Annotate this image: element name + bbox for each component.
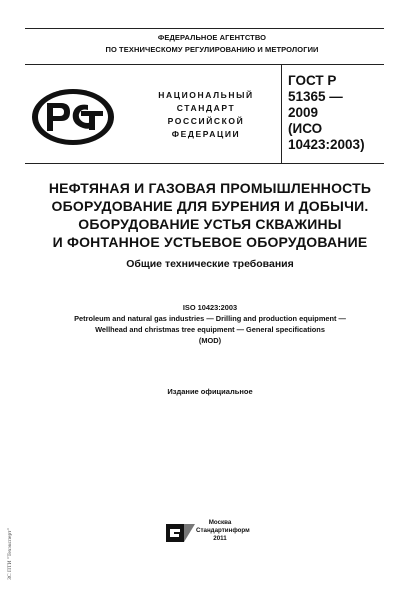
top-rule [25,28,384,29]
publisher-imprint [196,519,250,543]
publication-year: 2011 [213,535,227,542]
designation-divider [281,64,282,163]
standard-type-line-2: СТАНДАРТ [176,103,236,113]
header-divider [25,64,384,65]
english-title-line-2: Wellhead and christmas tree equipment — General specifications [95,325,325,334]
title-line-3: ОБОРУДОВАНИЕ УСТЬЯ СКВАЖИНЫ [78,216,342,232]
standard-type-line-3: РОССИЙСКОЙ [167,116,245,126]
english-title-line-1: Petroleum and natural gas industries — Drilling and production equipment — [74,314,346,323]
standard-type-line-1: НАЦИОНАЛЬНЫЙ [158,90,254,100]
title-line-1: НЕФТЯНАЯ И ГАЗОВАЯ ПРОМЫШЛЕННОСТЬ [48,180,372,196]
agency-line-1: ФЕДЕРАЛЬНОЕ АГЕНТСТВО [157,33,267,42]
agency-header [40,32,384,56]
title-line-4: И ФОНТАННОЕ УСТЬЕВОЕ ОБОРУДОВАНИЕ [52,234,368,250]
official-edition-label: Издание официальное [167,387,253,396]
designation-line-4: (ИСО [288,121,323,136]
document-subtitle: Общие технические требования [126,258,294,270]
title-line-2: ОБОРУДОВАНИЕ ДЛЯ БУРЕНИЯ И ДОБЫЧИ. [51,198,369,214]
source-watermark: ЗС ПТИ "Техэксперт" [7,528,13,580]
iso-code: ISO 10423:2003 [182,303,238,312]
standard-type-line-4: ФЕДЕРАЦИИ [171,129,241,139]
national-standard-label [140,89,272,141]
designation-line-3: 2009 [288,105,319,120]
header-bottom-rule [25,163,384,164]
rst-certification-mark-icon [30,87,116,147]
document-title [30,179,390,251]
agency-line-2: ПО ТЕХНИЧЕСКОМУ РЕГУЛИРОВАНИЮ И МЕТРОЛОГИИ [105,45,319,54]
designation-line-5: 10423:2003) [288,137,365,152]
international-standard-reference [30,302,390,346]
standard-designation [288,73,365,153]
modification-note: (MOD) [198,336,222,345]
designation-line-2: 51365 — [288,89,343,104]
designation-line-1: ГОСТ Р [288,73,337,88]
publisher-name: Стандартинформ [196,527,250,534]
publisher-city: Москва [208,519,232,526]
